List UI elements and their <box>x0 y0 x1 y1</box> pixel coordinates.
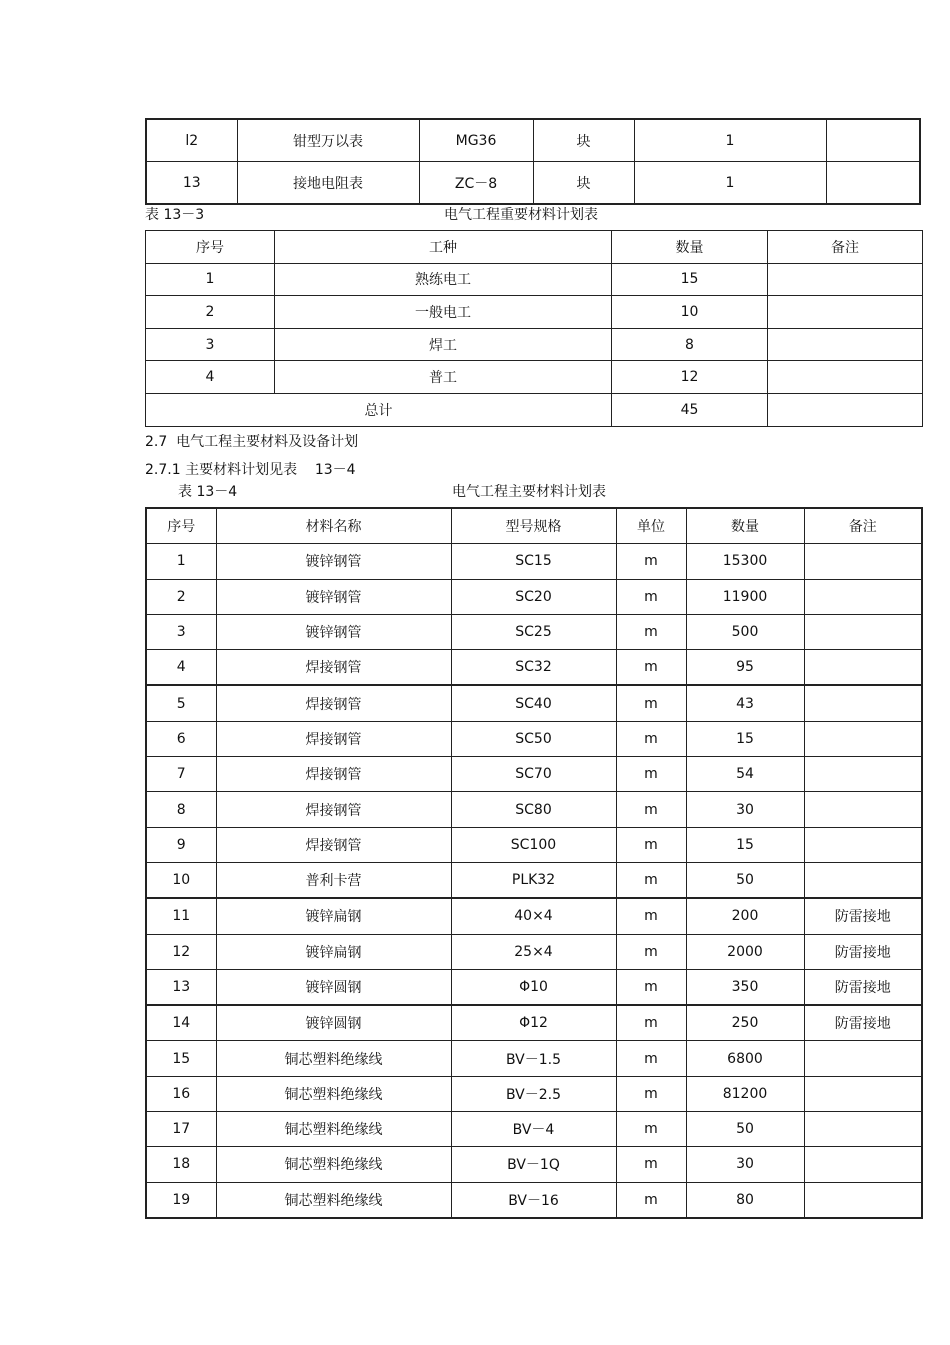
cell-qty: 6800 <box>686 1041 804 1076</box>
cell-note <box>804 1112 922 1147</box>
cell-index: 2 <box>146 296 275 329</box>
cell-qty: 1 <box>634 119 826 162</box>
cell-index: 18 <box>146 1147 216 1182</box>
header-index: 序号 <box>146 508 216 544</box>
cell-note: 防雷接地 <box>804 898 922 934</box>
cell-material: 镀锌圆钢 <box>216 1005 451 1041</box>
cell-index: 16 <box>146 1076 216 1111</box>
table-number-13-4: 表 13－4 <box>178 484 238 500</box>
table-row <box>146 1041 922 1076</box>
cell-note: 防雷接地 <box>804 934 922 969</box>
table-row <box>146 685 922 721</box>
cell-spec: BV－16 <box>451 1182 616 1218</box>
cell-unit: m <box>616 650 686 686</box>
cell-material: 普利卡营 <box>216 862 451 898</box>
cell-qty: 80 <box>686 1182 804 1218</box>
cell-note <box>804 1076 922 1111</box>
cell-index: 11 <box>146 898 216 934</box>
table-row <box>146 614 922 649</box>
total-label: 总计 <box>146 393 612 426</box>
cell-note <box>804 544 922 579</box>
table-row <box>146 898 922 934</box>
cell-index: 10 <box>146 862 216 898</box>
cell-note <box>826 162 920 205</box>
cell-unit: m <box>616 721 686 756</box>
cell-note <box>768 296 923 329</box>
cell-note <box>768 263 923 296</box>
cell-material: 铜芯塑料绝缘线 <box>216 1076 451 1111</box>
cell-qty: 500 <box>686 614 804 649</box>
cell-spec: SC25 <box>451 614 616 649</box>
header-unit: 单位 <box>616 508 686 544</box>
cell-note <box>804 579 922 614</box>
cell-index: 13 <box>146 162 237 205</box>
cell-spec: BV－4 <box>451 1112 616 1147</box>
table-row <box>146 934 922 969</box>
cell-note <box>804 862 922 898</box>
cell-index: 1 <box>146 544 216 579</box>
cell-index: 19 <box>146 1182 216 1218</box>
cell-index: l2 <box>146 119 237 162</box>
cell-index: 17 <box>146 1112 216 1147</box>
cell-unit: m <box>616 969 686 1005</box>
subsection-line: 2.7.1 主要材料计划见表 13－4 <box>145 462 356 478</box>
table-row <box>146 827 922 862</box>
cell-qty: 2000 <box>686 934 804 969</box>
cell-index: 2 <box>146 579 216 614</box>
cell-unit: m <box>616 757 686 792</box>
cell-note <box>804 792 922 827</box>
cell-index: 12 <box>146 934 216 969</box>
cell-note <box>804 757 922 792</box>
cell-material: 焊接钢管 <box>216 757 451 792</box>
cell-unit: m <box>616 898 686 934</box>
instrument-table <box>145 118 921 205</box>
cell-qty: 15 <box>686 827 804 862</box>
table-title-13-3: 电气工程重要材料计划表 <box>444 207 598 223</box>
cell-qty: 15 <box>686 721 804 756</box>
cell-index: 4 <box>146 650 216 686</box>
cell-unit: m <box>616 934 686 969</box>
cell-material: 焊接钢管 <box>216 685 451 721</box>
total-note <box>768 393 923 426</box>
cell-qty: 81200 <box>686 1076 804 1111</box>
materials-table <box>145 507 923 1219</box>
cell-unit: 块 <box>533 162 634 205</box>
cell-qty: 200 <box>686 898 804 934</box>
table-row <box>146 119 920 162</box>
cell-spec: Φ12 <box>451 1005 616 1041</box>
cell-note <box>804 1182 922 1218</box>
cell-note <box>804 1147 922 1182</box>
cell-unit: m <box>616 685 686 721</box>
cell-material: 铜芯塑料绝缘线 <box>216 1147 451 1182</box>
cell-qty: 43 <box>686 685 804 721</box>
header-qty: 数量 <box>686 508 804 544</box>
cell-material: 镀锌钢管 <box>216 544 451 579</box>
table-row <box>146 579 922 614</box>
table-row <box>146 1182 922 1218</box>
table-row <box>146 1076 922 1111</box>
cell-material: 焊接钢管 <box>216 792 451 827</box>
cell-index: 15 <box>146 1041 216 1076</box>
cell-material: 焊接钢管 <box>216 827 451 862</box>
cell-spec: SC20 <box>451 579 616 614</box>
table-row <box>146 757 922 792</box>
cell-note <box>826 119 920 162</box>
cell-spec: BV－2.5 <box>451 1076 616 1111</box>
table-row <box>146 544 922 579</box>
cell-unit: m <box>616 1147 686 1182</box>
cell-unit: m <box>616 1182 686 1218</box>
cell-unit: m <box>616 1076 686 1111</box>
cell-note <box>804 721 922 756</box>
cell-material: 镀锌钢管 <box>216 614 451 649</box>
table-row <box>146 969 922 1005</box>
header-qty: 数量 <box>612 231 768 264</box>
table-number-13-3: 表 13－3 <box>145 207 205 223</box>
cell-qty: 15 <box>612 263 768 296</box>
cell-index: 14 <box>146 1005 216 1041</box>
cell-name: 钳型万以表 <box>237 119 419 162</box>
cell-index: 5 <box>146 685 216 721</box>
cell-material: 铜芯塑料绝缘线 <box>216 1112 451 1147</box>
cell-spec: BV－1.5 <box>451 1041 616 1076</box>
cell-unit: m <box>616 1112 686 1147</box>
cell-spec: 25×4 <box>451 934 616 969</box>
cell-qty: 250 <box>686 1005 804 1041</box>
cell-spec: SC50 <box>451 721 616 756</box>
cell-note: 防雷接地 <box>804 969 922 1005</box>
cell-note <box>768 328 923 361</box>
cell-spec: Φ10 <box>451 969 616 1005</box>
cell-trade: 普工 <box>275 361 612 394</box>
cell-index: 8 <box>146 792 216 827</box>
cell-material: 焊接钢管 <box>216 721 451 756</box>
cell-note <box>804 650 922 686</box>
cell-note <box>768 361 923 394</box>
cell-model: ZC－8 <box>419 162 533 205</box>
cell-material: 铜芯塑料绝缘线 <box>216 1182 451 1218</box>
cell-index: 4 <box>146 361 275 394</box>
cell-spec: SC70 <box>451 757 616 792</box>
cell-material: 焊接钢管 <box>216 650 451 686</box>
table-row <box>146 650 922 686</box>
table-row <box>146 1112 922 1147</box>
cell-index: 3 <box>146 328 275 361</box>
cell-qty: 30 <box>686 1147 804 1182</box>
cell-unit: m <box>616 614 686 649</box>
cell-qty: 95 <box>686 650 804 686</box>
cell-material: 镀锌圆钢 <box>216 969 451 1005</box>
cell-qty: 1 <box>634 162 826 205</box>
cell-model: MG36 <box>419 119 533 162</box>
cell-spec: PLK32 <box>451 862 616 898</box>
cell-qty: 12 <box>612 361 768 394</box>
table-row <box>146 1005 922 1041</box>
table-title-13-4: 电气工程主要材料计划表 <box>452 484 606 500</box>
cell-qty: 10 <box>612 296 768 329</box>
table-row <box>146 328 923 361</box>
table-total-row <box>146 393 923 426</box>
total-value: 45 <box>612 393 768 426</box>
cell-unit: m <box>616 1041 686 1076</box>
cell-qty: 11900 <box>686 579 804 614</box>
cell-spec: SC15 <box>451 544 616 579</box>
cell-unit: m <box>616 1005 686 1041</box>
cell-qty: 350 <box>686 969 804 1005</box>
header-trade: 工种 <box>275 231 612 264</box>
labor-table <box>145 230 923 427</box>
cell-index: 7 <box>146 757 216 792</box>
header-note: 备注 <box>804 508 922 544</box>
cell-name: 接地电阻表 <box>237 162 419 205</box>
header-note: 备注 <box>768 231 923 264</box>
table-row <box>146 263 923 296</box>
header-spec: 型号规格 <box>451 508 616 544</box>
table-row <box>146 162 920 205</box>
table-row <box>146 296 923 329</box>
cell-spec: 40×4 <box>451 898 616 934</box>
cell-spec: BV－1Q <box>451 1147 616 1182</box>
cell-unit: m <box>616 827 686 862</box>
cell-index: 3 <box>146 614 216 649</box>
cell-qty: 8 <box>612 328 768 361</box>
cell-trade: 焊工 <box>275 328 612 361</box>
cell-note <box>804 614 922 649</box>
cell-index: 9 <box>146 827 216 862</box>
cell-spec: SC80 <box>451 792 616 827</box>
cell-note <box>804 827 922 862</box>
cell-unit: m <box>616 792 686 827</box>
cell-index: 1 <box>146 263 275 296</box>
cell-unit: m <box>616 862 686 898</box>
cell-material: 镀锌扁钢 <box>216 898 451 934</box>
cell-trade: 熟练电工 <box>275 263 612 296</box>
cell-qty: 50 <box>686 1112 804 1147</box>
cell-qty: 30 <box>686 792 804 827</box>
cell-unit: m <box>616 544 686 579</box>
cell-qty: 50 <box>686 862 804 898</box>
cell-unit: m <box>616 579 686 614</box>
cell-material: 镀锌钢管 <box>216 579 451 614</box>
table-header-row <box>146 508 922 544</box>
header-index: 序号 <box>146 231 275 264</box>
cell-material: 铜芯塑料绝缘线 <box>216 1041 451 1076</box>
cell-note <box>804 1041 922 1076</box>
cell-trade: 一般电工 <box>275 296 612 329</box>
table-row <box>146 862 922 898</box>
header-material: 材料名称 <box>216 508 451 544</box>
cell-spec: SC100 <box>451 827 616 862</box>
table-header-row <box>146 231 923 264</box>
cell-index: 6 <box>146 721 216 756</box>
section-heading: 2.7 电气工程主要材料及设备计划 <box>145 434 359 450</box>
table-row <box>146 721 922 756</box>
cell-material: 镀锌扁钢 <box>216 934 451 969</box>
table-row <box>146 792 922 827</box>
cell-note: 防雷接地 <box>804 1005 922 1041</box>
table-row <box>146 361 923 394</box>
cell-note <box>804 685 922 721</box>
cell-spec: SC32 <box>451 650 616 686</box>
cell-unit: 块 <box>533 119 634 162</box>
table-row <box>146 1147 922 1182</box>
cell-qty: 15300 <box>686 544 804 579</box>
cell-index: 13 <box>146 969 216 1005</box>
cell-spec: SC40 <box>451 685 616 721</box>
cell-qty: 54 <box>686 757 804 792</box>
